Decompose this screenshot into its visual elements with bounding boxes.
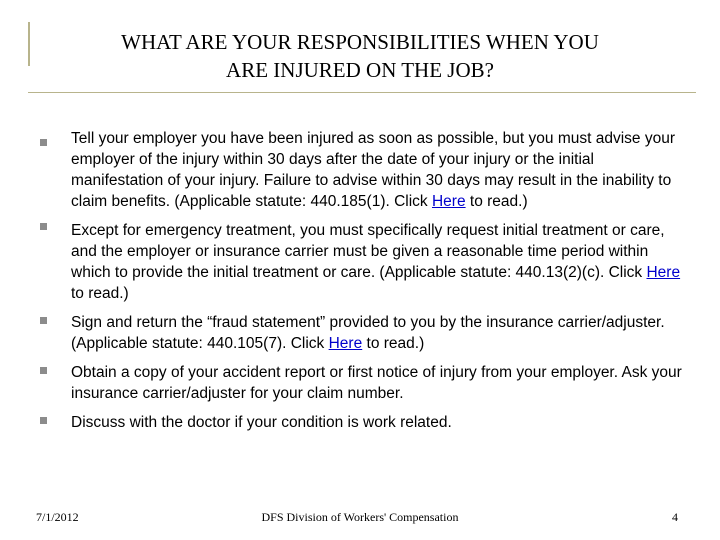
list-item [40, 220, 690, 304]
list-item-text [71, 314, 665, 352]
responsibilities-list [40, 128, 690, 433]
list-item-text-before: Sign and return the “fraud statement” provided to you by the insurance carrier/adjuster. (Applicable statute: 440.105(7). Click [71, 314, 665, 352]
list-item-text-before: Tell your employer you have been injured as soon as possible, but you must advise your employer of the injury within 30 days after the date of your injury or the initial manifestation of your injury. Failure to advise within 30 days may result in the inability to claim benefits. (Applicable statute: 440.185(1). Click [71, 130, 675, 210]
list-item-text [71, 222, 680, 302]
list-item-text: Discuss with the doctor if your condition is work related. [71, 414, 452, 431]
square-bullet-icon [40, 317, 47, 324]
list-item [40, 312, 690, 354]
list-item [40, 128, 690, 212]
square-bullet-icon [40, 417, 47, 424]
list-item-text-before: Except for emergency treatment, you must specifically request initial treatment or care, and the employer or insurance carrier must be given a reasonable time period within which to provide the initial treatment or care. (Applicable statute: 440.13(2)(c). Click [71, 222, 665, 281]
list-item-text: Obtain a copy of your accident report or first notice of injury from your employer. Ask your insurance carrier/adjuster for your claim number. [71, 364, 682, 402]
footer-date: 7/1/2012 [36, 510, 79, 524]
list-item [40, 362, 690, 404]
square-bullet-icon [40, 367, 47, 374]
square-bullet-icon [40, 139, 47, 146]
footer-page-number: 4 [672, 510, 678, 524]
list-item-text [71, 130, 675, 210]
title-line-2: ARE INJURED ON THE JOB? [226, 58, 494, 82]
here-link-statute-440-185[interactable]: Here [431, 193, 466, 210]
title-divider [28, 92, 696, 93]
list-item [40, 412, 690, 433]
title-line-1: WHAT ARE YOUR RESPONSIBILITIES WHEN YOU [121, 30, 599, 54]
list-item-text-after: to read.) [465, 193, 528, 210]
page-title [40, 28, 680, 84]
list-item-text-after: to read.) [71, 285, 129, 302]
here-link-statute-440-105[interactable]: Here [328, 335, 363, 352]
footer-organization: DFS Division of Workers' Compensation [261, 510, 459, 524]
list-item-text-after: to read.) [362, 335, 425, 352]
frame-accent-vertical [28, 22, 30, 66]
here-link-statute-440-13[interactable]: Here [646, 264, 681, 281]
square-bullet-icon [40, 223, 47, 230]
